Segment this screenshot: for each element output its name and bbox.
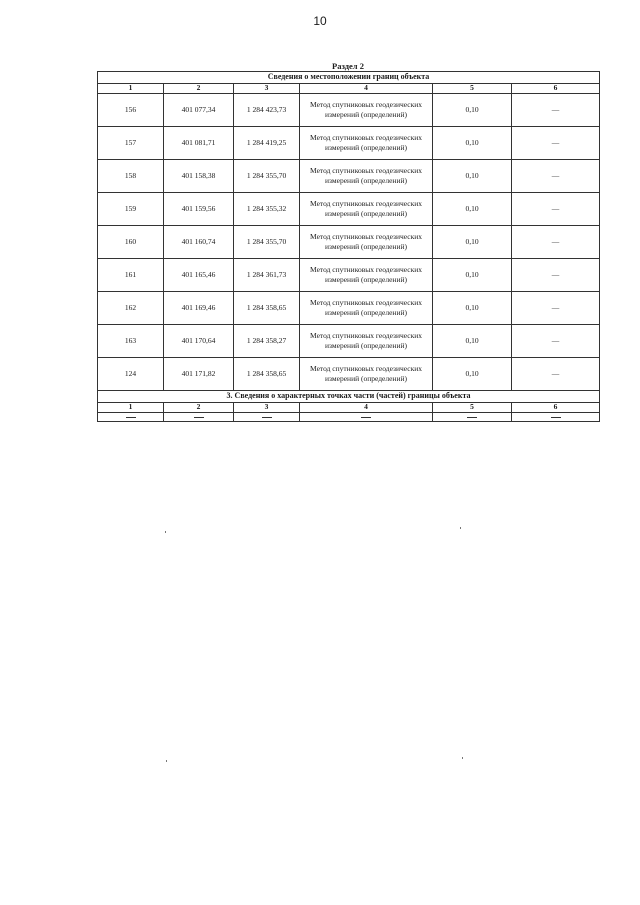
empty-cell-dash — [98, 413, 164, 422]
accuracy-cell: 0,10 — [433, 160, 512, 193]
description-cell: — — [512, 292, 600, 325]
empty-cell-dash — [164, 413, 234, 422]
table-caption: Сведения о местоположении границ объекта — [98, 72, 600, 84]
parts-column-header: 3 — [234, 403, 300, 413]
table-row — [98, 358, 600, 391]
scan-speck — [165, 531, 166, 533]
parts-column-header: 1 — [98, 403, 164, 413]
method-cell: Метод спутниковых геодезических измерений (определений) — [300, 160, 433, 193]
column-header: 6 — [512, 84, 600, 94]
description-cell: — — [512, 325, 600, 358]
method-cell: Метод спутниковых геодезических измерений (определений) — [300, 358, 433, 391]
accuracy-cell: 0,10 — [433, 94, 512, 127]
method-cell: Метод спутниковых геодезических измерений (определений) — [300, 127, 433, 160]
empty-cell-dash — [300, 413, 433, 422]
accuracy-cell: 0,10 — [433, 358, 512, 391]
accuracy-cell: 0,10 — [433, 259, 512, 292]
x-coordinate-cell: 401 169,46 — [164, 292, 234, 325]
table-row — [98, 193, 600, 226]
scan-speck — [460, 527, 461, 529]
boundary-table — [97, 71, 600, 422]
description-cell: — — [512, 127, 600, 160]
x-coordinate-cell: 401 159,56 — [164, 193, 234, 226]
y-coordinate-cell: 1 284 423,73 — [234, 94, 300, 127]
section-title: Раздел 2 — [332, 61, 364, 71]
description-cell: — — [512, 226, 600, 259]
table-row — [98, 226, 600, 259]
point-number-cell: 158 — [98, 160, 164, 193]
y-coordinate-cell: 1 284 358,65 — [234, 292, 300, 325]
x-coordinate-cell: 401 170,64 — [164, 325, 234, 358]
description-cell: — — [512, 358, 600, 391]
y-coordinate-cell: 1 284 419,25 — [234, 127, 300, 160]
method-cell: Метод спутниковых геодезических измерений (определений) — [300, 94, 433, 127]
table-caption-row — [98, 72, 600, 84]
y-coordinate-cell: 1 284 358,65 — [234, 358, 300, 391]
x-coordinate-cell: 401 081,71 — [164, 127, 234, 160]
parts-caption-row — [98, 391, 600, 403]
y-coordinate-cell: 1 284 361,73 — [234, 259, 300, 292]
description-cell: — — [512, 160, 600, 193]
parts-column-header: 4 — [300, 403, 433, 413]
empty-cell-dash — [433, 413, 512, 422]
parts-column-header: 5 — [433, 403, 512, 413]
parts-caption: 3. Сведения о характерных точках части (частей) границы объекта — [98, 391, 600, 403]
x-coordinate-cell: 401 160,74 — [164, 226, 234, 259]
description-cell: — — [512, 193, 600, 226]
description-cell: — — [512, 94, 600, 127]
point-number-cell: 124 — [98, 358, 164, 391]
table-row — [98, 127, 600, 160]
accuracy-cell: 0,10 — [433, 226, 512, 259]
point-number-cell: 160 — [98, 226, 164, 259]
page-number: 10 — [313, 14, 327, 28]
table-row — [98, 292, 600, 325]
method-cell: Метод спутниковых геодезических измерений (определений) — [300, 292, 433, 325]
point-number-cell: 163 — [98, 325, 164, 358]
point-number-cell: 162 — [98, 292, 164, 325]
x-coordinate-cell: 401 158,38 — [164, 160, 234, 193]
y-coordinate-cell: 1 284 355,32 — [234, 193, 300, 226]
accuracy-cell: 0,10 — [433, 325, 512, 358]
accuracy-cell: 0,10 — [433, 292, 512, 325]
accuracy-cell: 0,10 — [433, 193, 512, 226]
column-header: 1 — [98, 84, 164, 94]
description-cell: — — [512, 259, 600, 292]
column-header: 3 — [234, 84, 300, 94]
table-row — [98, 94, 600, 127]
y-coordinate-cell: 1 284 355,70 — [234, 226, 300, 259]
x-coordinate-cell: 401 077,34 — [164, 94, 234, 127]
accuracy-cell: 0,10 — [433, 127, 512, 160]
column-header: 2 — [164, 84, 234, 94]
point-number-cell: 157 — [98, 127, 164, 160]
method-cell: Метод спутниковых геодезических измерений (определений) — [300, 259, 433, 292]
table-row — [98, 259, 600, 292]
table-row — [98, 325, 600, 358]
scan-speck — [462, 757, 463, 759]
method-cell: Метод спутниковых геодезических измерений (определений) — [300, 325, 433, 358]
y-coordinate-cell: 1 284 358,27 — [234, 325, 300, 358]
parts-column-header: 2 — [164, 403, 234, 413]
point-number-cell: 161 — [98, 259, 164, 292]
parts-column-header: 6 — [512, 403, 600, 413]
empty-cell-dash — [234, 413, 300, 422]
column-header: 5 — [433, 84, 512, 94]
method-cell: Метод спутниковых геодезических измерений (определений) — [300, 193, 433, 226]
point-number-cell: 159 — [98, 193, 164, 226]
table-row — [98, 160, 600, 193]
empty-cell-dash — [512, 413, 600, 422]
parts-header-row — [98, 403, 600, 413]
x-coordinate-cell: 401 165,46 — [164, 259, 234, 292]
column-header: 4 — [300, 84, 433, 94]
column-header-row — [98, 84, 600, 94]
y-coordinate-cell: 1 284 355,70 — [234, 160, 300, 193]
point-number-cell: 156 — [98, 94, 164, 127]
parts-empty-row — [98, 413, 600, 422]
scan-speck — [166, 760, 167, 762]
x-coordinate-cell: 401 171,82 — [164, 358, 234, 391]
method-cell: Метод спутниковых геодезических измерений (определений) — [300, 226, 433, 259]
